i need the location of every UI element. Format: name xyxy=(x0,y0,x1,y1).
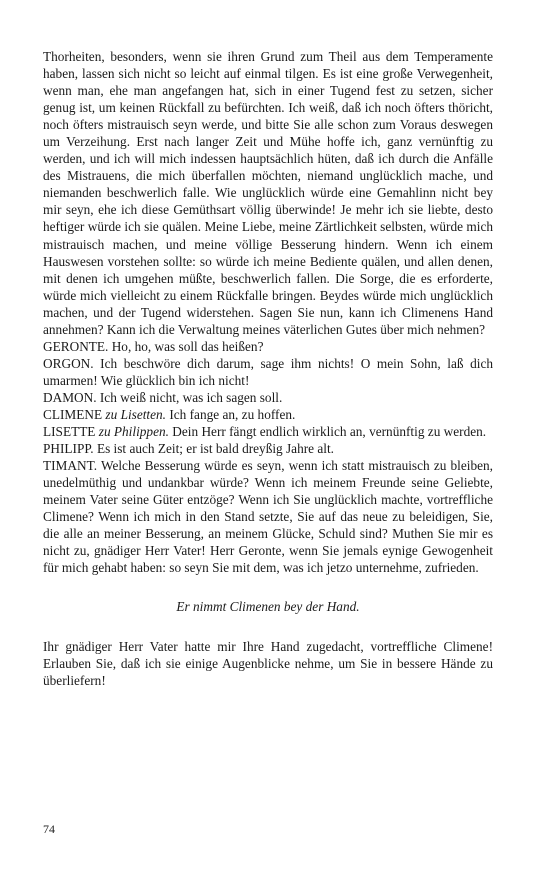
dialogue-geronte: GERONTE. Ho, ho, was soll das heißen? xyxy=(43,338,264,354)
dialogue-philipp: PHILIPP. Es ist auch Zeit; er ist bald dreyßig Jahre alt. xyxy=(43,441,334,457)
page-number: 74 xyxy=(43,822,55,836)
speaker-climene: CLIMENE xyxy=(43,406,106,422)
dialogue-orgon: ORGON. Ich beschwöre dich darum, sage ihm nichts! O mein Sohn, laß dich umarmen! Wie glücklich bin ich nicht! xyxy=(43,355,493,388)
dialogue-timant: TIMANT. Welche Besserung würde es seyn, wenn ich statt mistrauisch zu bleiben, unedelmüthig und undankbar würde? Wenn ich meinem Freunde seine Geliebte, meinem Vater seine Güter entzöge? Wenn ich Sie unglücklich machte, vortreffliche Climene? Wenn ich mich in den Stand setzte, Sie auf das neue zu beleidigen, Sie, die alle an meiner Besserung, an meinem Glücke, Schuld sind? Muthen Sie mir es nicht zu, gnädiger Herr Vater! Herr Geronte, wenn Sie jemals eynige Gewogenheit für mich gehabt haben: so seyn Sie mit dem, was ich jetzo unternehme, zufrieden. xyxy=(43,458,493,576)
stage-direction-lisette: zu Philippen. xyxy=(98,424,169,440)
dialogue-lisette xyxy=(43,423,493,440)
dialogue-climene xyxy=(43,406,493,423)
intro-paragraph: Thorheiten, besonders, wenn sie ihren Grund zum Theil aus dem Temperamente haben, lassen sich nicht so leicht auf einmal tilgen. Es ist eine große Verwegenheit, wenn man, ehe man angefangen hat, sich in einer Tugend fest zu setzen, sicher genug ist, um keinen Rückfall zu befürchten. Ich weiß, daß ich noch öfters thöricht, noch öfters mistrauisch seyn werde, und bitte Sie alle schon zum Voraus deswegen um Verzeihung. Erst nach langer Zeit und Mühe hoffe ich, ganz vernünftig zu werden, und ich will mich indessen hauptsächlich hüten, daß ich durch die Anfälle des Mistrauens, die mich überfallen möchten, niemand unglücklich mache, und niemanden beschwerlich falle. Wie unglücklich würde eine Gemahlinn nicht bey mir seyn, ehe ich diese Gemüthsart völlig überwinde! Je mehr ich sie liebte, desto heftiger würde ich sie quälen. Meine Liebe, meine Zärtlichkeit selbsten, würde mich mistrauisch machen, und meine völlige Besserung hindern. Wenn ich einem Hauswesen vorstehen sollte: so würde ich meine Bediente quälen, und allen denen, mit denen ich umgehen müßte, beschwerlich fallen. Die Sorge, die es erforderte, würde mich vielleicht zu einem Rückfalle bringen. Beydes würde mich unglücklich machen, und der Tugend widerstehen. Sagen Sie nun, kann ich Climenens Hand annehmen? Kann ich die Verwaltung meines väterlichen Gutes über mich nehmen? xyxy=(43,49,493,337)
stage-direction-climene: zu Lisetten. xyxy=(105,406,166,422)
line-climene: Ich fange an, zu hoffen. xyxy=(166,406,296,422)
speaker-lisette: LISETTE xyxy=(43,424,99,440)
closing-paragraph: Ihr gnädiger Herr Vater hatte mir Ihre Hand zugedacht, vortreffliche Climene! Erlauben Sie, daß ich sie einige Augenblicke nehme, um Sie in bessere Hände zu überliefern! xyxy=(43,638,493,688)
page-body xyxy=(43,48,493,689)
line-lisette: Dein Herr fängt endlich wirklich an, vernünftig zu werden. xyxy=(168,424,487,440)
dialogue-damon: DAMON. Ich weiß nicht, was ich sagen soll. xyxy=(43,389,283,405)
stage-direction: Er nimmt Climenen bey der Hand. xyxy=(176,599,360,615)
